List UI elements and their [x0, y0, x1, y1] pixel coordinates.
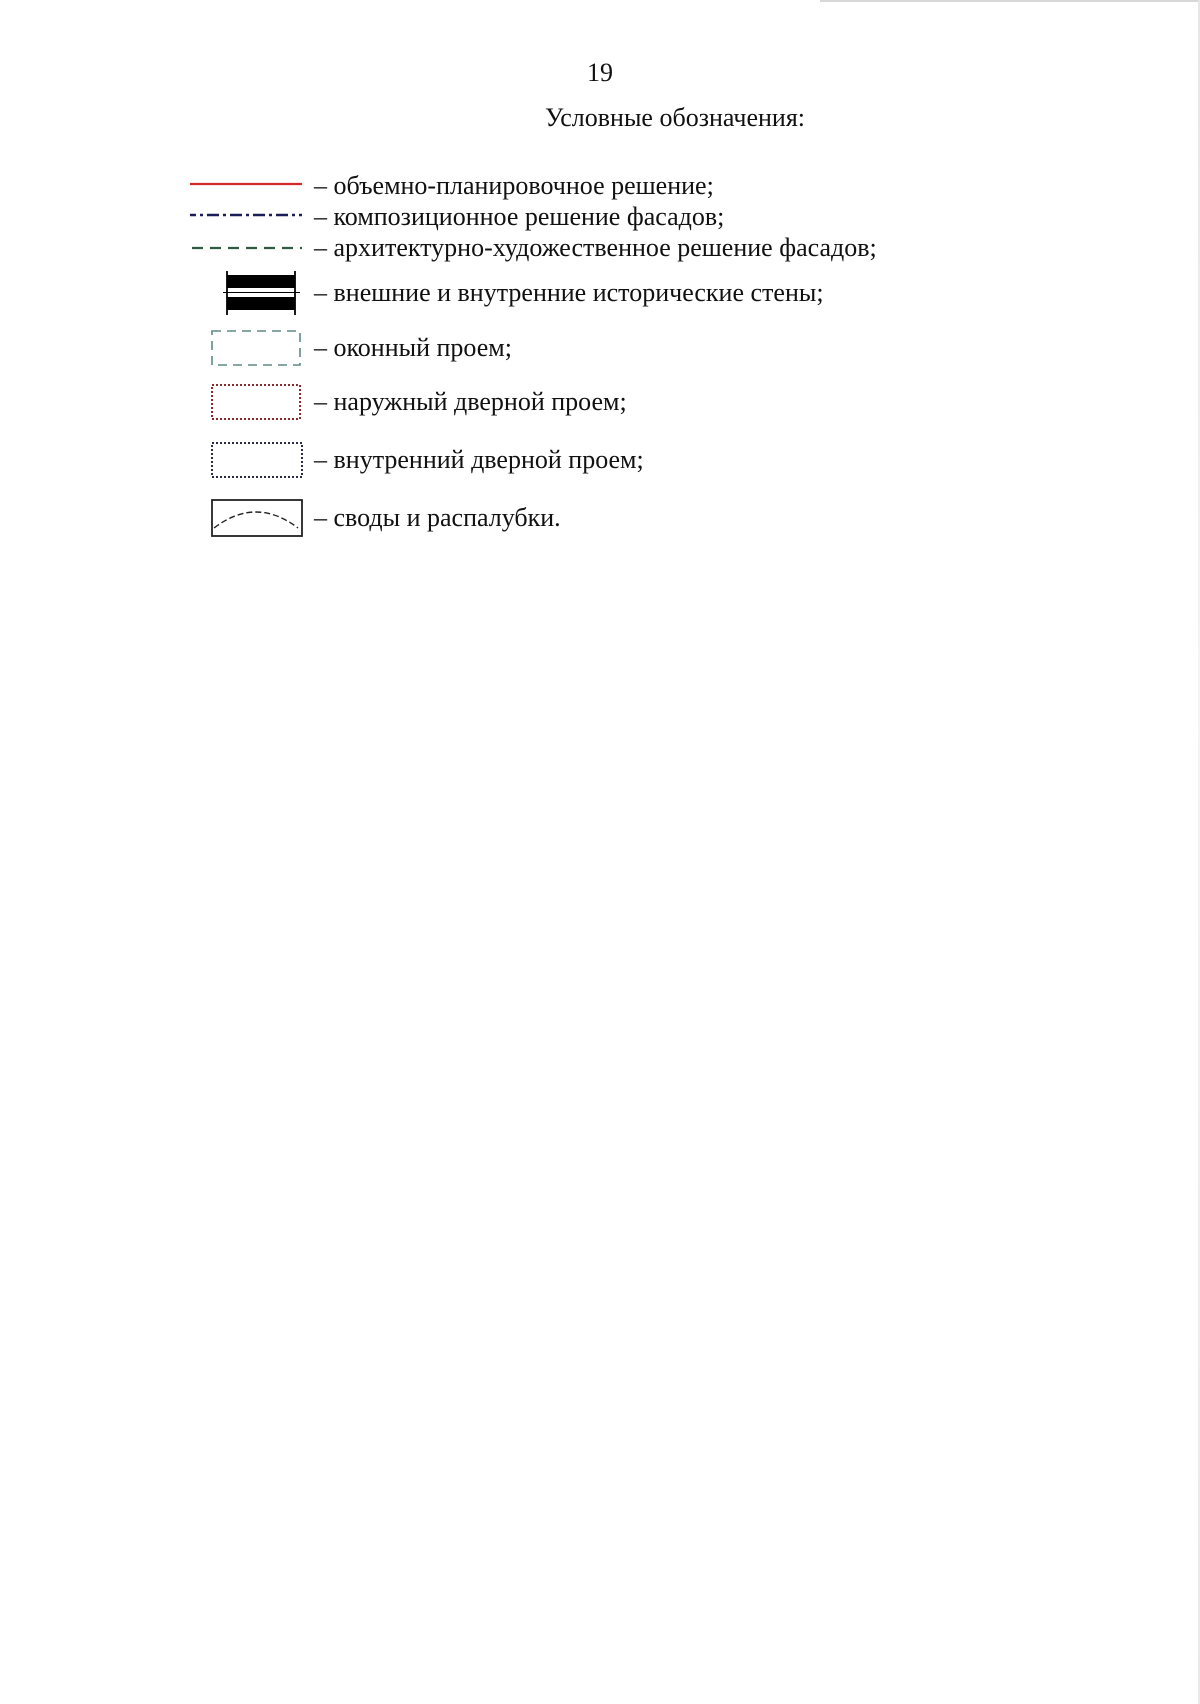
interior-door-icon: [190, 440, 310, 480]
legend-title: Условные обозначения:: [544, 103, 806, 132]
window-opening-icon: [190, 328, 310, 368]
exterior-door-icon: [190, 382, 310, 422]
legend-item-interior-door: [190, 440, 1190, 480]
dashed-line-icon: [190, 228, 310, 268]
legend-label: – архитектурно-художественное решение фасадов;: [314, 233, 877, 262]
legend-item-facade-artistic: [190, 228, 1190, 268]
legend-item-window-opening: [190, 328, 1190, 368]
vaults-icon: [190, 498, 310, 538]
legend-label: – оконный проем;: [314, 333, 512, 362]
legend-label: – композиционное решение фасадов;: [314, 202, 725, 231]
legend-label: – своды и распалубки.: [314, 503, 561, 532]
legend-label: – внешние и внутренние исторические стены;: [314, 278, 824, 307]
legend-item-vaults: [190, 498, 1190, 538]
legend-label: – внутренний дверной проем;: [314, 445, 644, 474]
historic-walls-icon: [190, 270, 310, 316]
legend-item-exterior-door: [190, 382, 1190, 422]
legend-label: – объемно-планировочное решение;: [314, 171, 714, 200]
legend-item-historic-walls: [190, 270, 1190, 316]
scan-top-edge: [820, 0, 1200, 2]
page-number: 19: [587, 58, 613, 87]
legend-label: – наружный дверной проем;: [314, 387, 627, 416]
